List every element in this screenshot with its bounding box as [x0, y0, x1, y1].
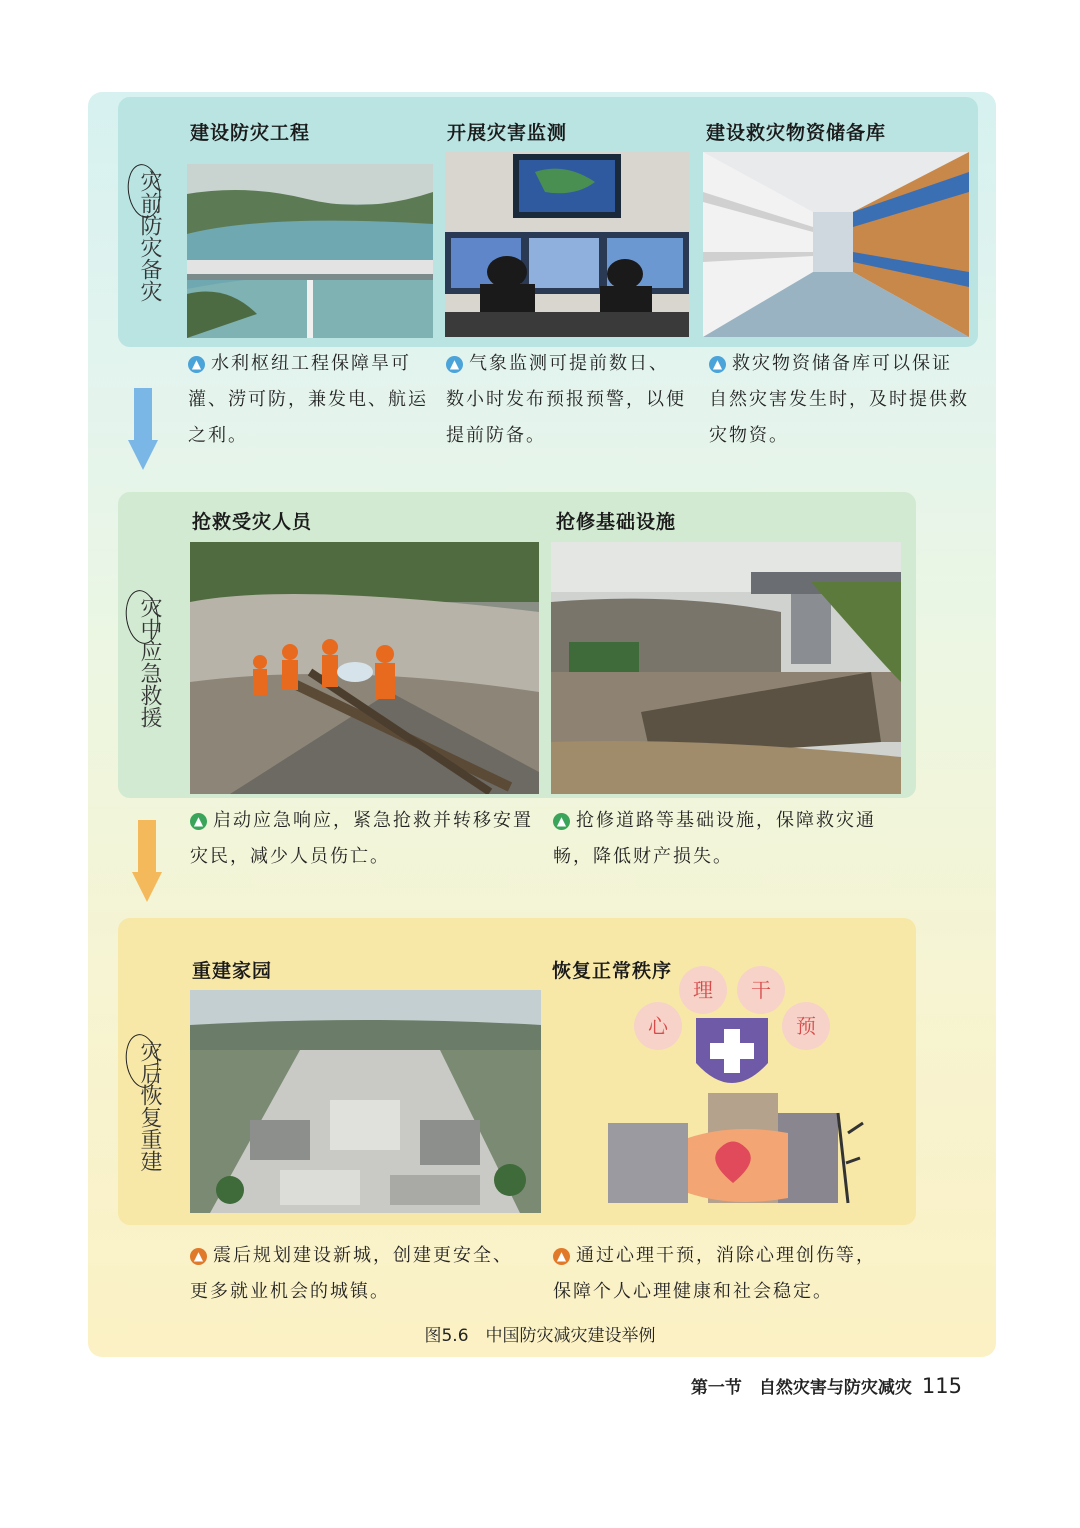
- illustration-char: 干: [751, 978, 771, 1002]
- caption-monitoring: ▲ 气象监测可提前数日、数小时发布预报预警，以便提前防备。: [446, 353, 686, 446]
- down-arrow-icon: [128, 388, 158, 478]
- arrow-up-icon: ▲: [553, 813, 570, 830]
- item-title-rescue: 抢救受灾人员: [192, 511, 313, 533]
- stage-label-during: 灾中应急救援: [137, 596, 162, 728]
- photo-rescue: [190, 542, 539, 794]
- caption-restore-order: ▲ 通过心理干预，消除心理创伤等，保障个人心理健康和社会稳定。: [553, 1245, 876, 1302]
- item-title-reserve: 建设救灾物资储备库: [706, 122, 887, 144]
- caption-rescue: ▲ 启动应急响应，紧急抢救并转移安置灾民，减少人员伤亡。: [190, 810, 533, 867]
- illustration-psychological-intervention: [548, 963, 898, 1213]
- photo-infrastructure-repair: [551, 542, 901, 794]
- section-title: 第一节 自然灾害与防灾减灾: [690, 1378, 912, 1398]
- item-title-restore-order: 恢复正常秩序: [552, 960, 673, 982]
- item-title-rebuild: 重建家园: [192, 960, 273, 982]
- caption-flood-works: ▲ 水利枢纽工程保障旱可灌、涝可防，兼发电、航运之利。: [188, 353, 428, 446]
- arrow-up-icon: ▲: [709, 356, 726, 373]
- stage-label-after: 灾后恢复重建: [137, 1040, 162, 1172]
- arrow-up-icon: ▲: [446, 356, 463, 373]
- illustration-char: 预: [796, 1014, 816, 1038]
- caption-reserve: ▲ 救灾物资储备库可以保证自然灾害发生时，及时提供救灾物资。: [709, 353, 969, 446]
- illustration-char: 心: [648, 1014, 668, 1038]
- photo-monitoring-center: [445, 152, 689, 337]
- arrow-up-icon: ▲: [553, 1248, 570, 1265]
- stage-label-before: 灾前防灾备灾: [137, 170, 162, 302]
- down-arrow-icon: [132, 820, 162, 910]
- photo-warehouse: [703, 152, 969, 337]
- caption-rebuild: ▲ 震后规划建设新城，创建更安全、更多就业机会的城镇。: [190, 1245, 513, 1302]
- illustration-char: 理: [693, 978, 713, 1002]
- item-title-flood-works: 建设防灾工程: [190, 122, 311, 144]
- arrow-up-icon: ▲: [190, 813, 207, 830]
- page-footer: [691, 1373, 962, 1398]
- page-number: 115: [921, 1374, 962, 1398]
- figure-caption: 图5.6 中国防灾减灾建设举例: [424, 1326, 656, 1346]
- arrow-up-icon: ▲: [190, 1248, 207, 1265]
- arrow-up-icon: ▲: [188, 356, 205, 373]
- caption-repair: ▲ 抢修道路等基础设施，保障救灾通畅，降低财产损失。: [553, 810, 876, 867]
- photo-dam: [187, 164, 433, 338]
- item-title-monitoring: 开展灾害监测: [447, 122, 568, 144]
- item-title-repair: 抢修基础设施: [556, 511, 677, 533]
- photo-rebuilt-town: [190, 990, 541, 1213]
